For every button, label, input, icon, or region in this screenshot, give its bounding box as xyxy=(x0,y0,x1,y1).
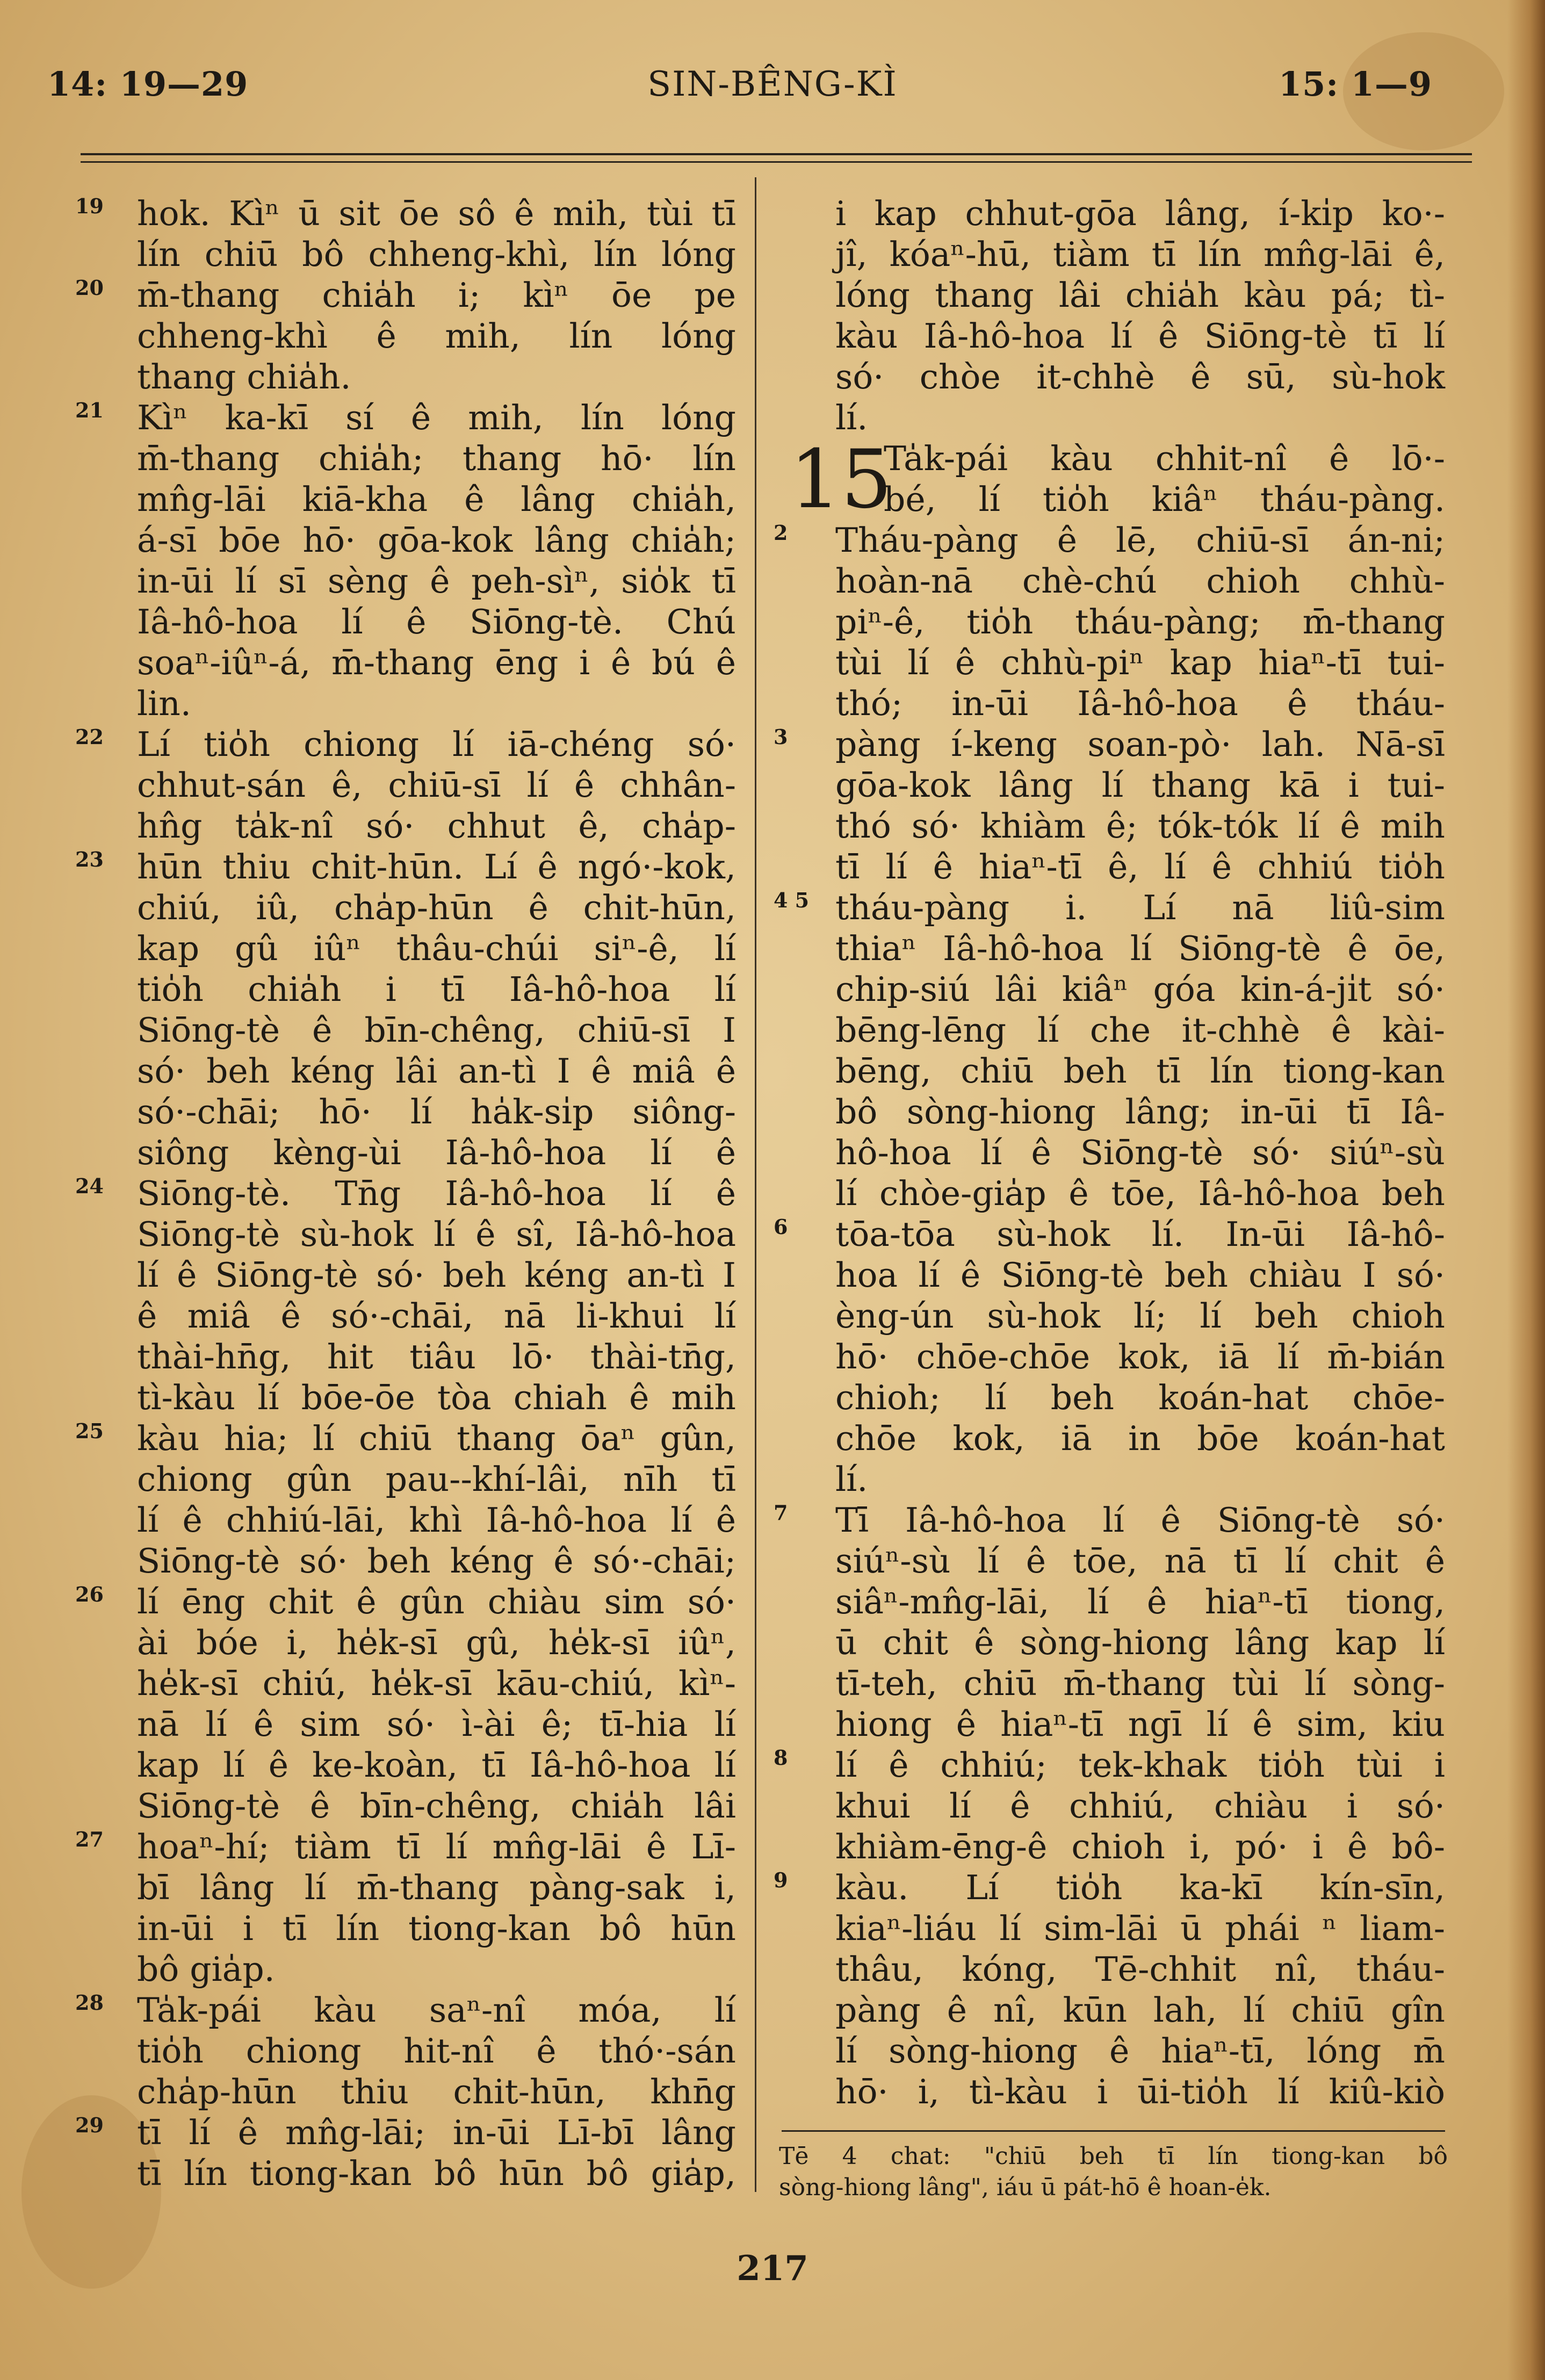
line-text: bī lâng lí m̄-thang pàng-sak i, xyxy=(137,1868,736,1907)
line-text: kap gû iûⁿ thâu-chúi siⁿ-ê, lí xyxy=(137,929,736,968)
text-line xyxy=(774,316,1445,357)
line-text: Ta̍k-pái kàu saⁿ-nî móa, lí xyxy=(137,1990,736,2030)
text-line xyxy=(75,928,736,969)
text-line xyxy=(774,1582,1445,1622)
line-text: kàu hia; lí chiū thang ōaⁿ gûn, xyxy=(137,1419,736,1458)
line-text: Siōng-tè ê bīn-chêng, chia̍h lâi xyxy=(137,1786,736,1826)
line-text: á-sī bōe hō· gōa-kok lâng chia̍h; xyxy=(137,521,736,560)
text-line xyxy=(774,561,1445,602)
text-line xyxy=(75,2112,736,2153)
line-text: chip-siú lâi kiâⁿ góa kin-á-ji̍t só· xyxy=(835,970,1445,1009)
footnote-line: Tē 4 chat: "chiū beh tī lín tiong-kan bô xyxy=(779,2143,1448,2170)
text-line xyxy=(774,398,1445,438)
text-line xyxy=(75,1663,736,1704)
footnote-line: sòng-hiong lâng", iáu ū pát-hō ê hoan-e̍k. xyxy=(779,2174,1272,2201)
text-line xyxy=(774,193,1445,234)
header-book-title: SIN-BÊNG-KÌ xyxy=(647,64,898,104)
text-line xyxy=(75,1214,736,1255)
text-line xyxy=(774,1786,1445,1827)
line-text: ài bóe i, he̍k-sī gû, he̍k-sī iûⁿ, xyxy=(137,1623,736,1662)
text-line xyxy=(774,357,1445,398)
text-line xyxy=(774,1622,1445,1663)
text-line xyxy=(75,2153,736,2194)
line-text: Siōng-tè. Tn̄g Iâ-hô-hoa lí ê xyxy=(137,1174,736,1213)
text-line xyxy=(75,1500,736,1541)
line-text: lí ê chhiú; tek-khak tio̍h tùi i xyxy=(835,1746,1445,1785)
text-line xyxy=(75,765,736,806)
line-text: thó; in-ūi Iâ-hô-hoa ê tháu- xyxy=(835,684,1445,723)
line-text: hok. Kìⁿ ū sit ōe sô ê mih, tùi tī xyxy=(137,194,736,233)
text-line xyxy=(75,2031,736,2072)
verse-number: 8 xyxy=(774,1746,788,1770)
text-line xyxy=(774,2031,1445,2072)
verse-number: 3 xyxy=(774,725,788,749)
column-divider xyxy=(755,177,756,2192)
chapter-opening xyxy=(774,433,1445,527)
line-text: cha̍p-hūn thiu chit-hūn, khn̄g xyxy=(137,2072,736,2111)
line-text: bēng, chiū beh tī lín tiong-kan xyxy=(835,1051,1445,1091)
header-right-reference: 15: 1—9 xyxy=(1278,64,1432,104)
text-line xyxy=(774,1704,1445,1745)
verse-number: 22 xyxy=(75,725,104,749)
right-column xyxy=(774,193,1445,2112)
text-line xyxy=(75,643,736,683)
line-text: Kìⁿ ka-kī sí ê mih, lín lóng xyxy=(137,398,736,437)
text-line xyxy=(774,1500,1445,1541)
text-line xyxy=(774,1214,1445,1255)
text-line xyxy=(75,1786,736,1827)
line-text: m̄-thang chia̍h i; kìⁿ ōe pe xyxy=(137,276,736,315)
line-text: tī-teh, chiū m̄-thang tùi lí sòng- xyxy=(835,1664,1445,1703)
text-line xyxy=(75,888,736,928)
line-text: tùi lí ê chhù-piⁿ kap hiaⁿ-tī tui- xyxy=(835,643,1445,682)
running-header xyxy=(0,64,1545,113)
line-text: tio̍h chia̍h i tī Iâ-hô-hoa lí xyxy=(137,970,736,1009)
text-line xyxy=(75,806,736,847)
right-column-top xyxy=(774,193,1445,438)
text-line xyxy=(774,2072,1445,2112)
text-line xyxy=(75,193,736,234)
line-text: tī lín tiong-kan bô hūn bô gia̍p, xyxy=(137,2154,736,2193)
text-line xyxy=(75,1255,736,1296)
line-text: thài-hn̄g, hit tiâu lō· thài-tn̄g, xyxy=(137,1337,736,1376)
verse-number: 24 xyxy=(75,1174,104,1198)
line-text: lí. xyxy=(835,1460,868,1499)
text-line xyxy=(774,1296,1445,1337)
text-line xyxy=(75,520,736,561)
line-text: hoa lí ê Siōng-tè beh chiàu I só· xyxy=(835,1256,1445,1295)
text-line xyxy=(75,1827,736,1867)
page-edge-shadow xyxy=(1507,0,1545,2380)
line-text: hō· chōe-chōe kok, iā lí m̄-bián xyxy=(835,1337,1445,1376)
line-text: Siōng-tè só· beh kéng ê só·-chāi; xyxy=(137,1541,736,1581)
text-line xyxy=(774,1337,1445,1377)
text-line xyxy=(774,928,1445,969)
line-text: lóng thang lâi chia̍h kàu pá; tì- xyxy=(835,276,1445,315)
footnote xyxy=(779,2141,1448,2203)
text-line xyxy=(774,1663,1445,1704)
line-text: só·-chāi; hō· lí ha̍k-si̍p siông- xyxy=(137,1092,736,1131)
text-line xyxy=(75,683,736,724)
text-line xyxy=(75,1990,736,2031)
chapter-number: 15 xyxy=(790,433,892,527)
verse-number: 2 xyxy=(774,521,788,545)
line-text: bô sòng-hiong lâng; in-ūi tī Iâ- xyxy=(835,1092,1445,1131)
line-text: só· beh kéng lâi an-tì I ê miâ ê xyxy=(137,1051,736,1091)
text-line xyxy=(75,234,736,275)
line-text: kàu. Lí tio̍h ka-kī kín-sīn, xyxy=(835,1868,1445,1907)
line-text: lí ê chhiú-lāi, khì Iâ-hô-hoa lí ê xyxy=(137,1501,736,1540)
text-line xyxy=(774,683,1445,724)
footnote-rule xyxy=(782,2130,1445,2132)
line-text: pàng í-keng soan-pò· lah. Nā-sī xyxy=(835,725,1445,764)
text-line xyxy=(774,234,1445,275)
line-text: m̄-thang chia̍h; thang hō· lín xyxy=(137,439,736,478)
line-text: tì-kàu lí bōe-ōe tòa chiah ê mih xyxy=(137,1378,736,1417)
text-line xyxy=(75,1704,736,1745)
text-line xyxy=(75,1541,736,1582)
verse-number: 27 xyxy=(75,1827,104,1851)
line-text: siúⁿ-sù lí ê tōe, nā tī lí chit ê xyxy=(835,1541,1445,1581)
text-line xyxy=(774,520,1445,561)
verse-number: 7 xyxy=(774,1501,788,1525)
line-text: lin. xyxy=(137,684,191,723)
line-text: chhut-sán ê, chiū-sī lí ê chhân- xyxy=(137,766,736,805)
chapter-first-line: Ta̍k-pái kàu chhit-nî ê lō·- xyxy=(884,439,1445,478)
text-line xyxy=(774,1173,1445,1214)
right-column-body xyxy=(774,520,1445,2112)
line-text: chōe kok, iā in bōe koán-hat xyxy=(835,1419,1445,1458)
line-text: Tháu-pàng ê lē, chiū-sī án-ni; xyxy=(835,521,1445,560)
text-line xyxy=(75,1173,736,1214)
line-text: hūn thiu chit-hūn. Lí ê ngó·-kok, xyxy=(137,847,736,886)
line-text: hn̂g ta̍k-nî só· chhut ê, cha̍p- xyxy=(137,806,736,846)
line-text: soaⁿ-iûⁿ-á, m̄-thang ēng i ê bú ê xyxy=(137,643,736,682)
line-text: lí ēng chit ê gûn chiàu sim só· xyxy=(137,1582,736,1621)
text-line xyxy=(774,1827,1445,1867)
line-text: chheng-khì ê mih, lín lóng xyxy=(137,316,736,356)
text-line xyxy=(774,724,1445,765)
line-text: ū chit ê sòng-hiong lâng kap lí xyxy=(835,1623,1445,1662)
verse-number: 23 xyxy=(75,847,104,871)
line-text: kiaⁿ-liáu lí sim-lāi ū phái ⁿ liam- xyxy=(835,1909,1445,1948)
text-line xyxy=(75,479,736,520)
text-line xyxy=(774,1133,1445,1173)
text-line xyxy=(774,1418,1445,1459)
text-line xyxy=(75,561,736,602)
line-text: siông kèng-ùi Iâ-hô-hoa lí ê xyxy=(137,1133,736,1172)
text-line xyxy=(75,1296,736,1337)
line-text: Lí tio̍h chiong lí iā-chéng só· xyxy=(137,725,736,764)
verse-number: 28 xyxy=(75,1990,104,2015)
line-text: Siōng-tè ê bīn-chêng, chiū-sī I xyxy=(137,1011,736,1050)
line-text: ê miâ ê só·-chāi, nā li-khui lí xyxy=(137,1296,736,1336)
header-left-reference: 14: 19—29 xyxy=(47,64,249,104)
verse-number: 4 5 xyxy=(774,888,810,912)
verse-number: 25 xyxy=(75,1419,104,1443)
verse-number: 19 xyxy=(75,194,104,218)
text-line xyxy=(774,969,1445,1010)
text-line xyxy=(75,2072,736,2112)
line-text: pàng ê nî, kūn lah, lí chiū gîn xyxy=(835,1990,1445,2030)
text-line xyxy=(75,1582,736,1622)
text-line xyxy=(75,398,736,438)
line-text: tio̍h chiong hit-nî ê thó·-sán xyxy=(137,2031,736,2071)
line-text: mn̂g-lāi kiā-kha ê lâng chia̍h, xyxy=(137,480,736,519)
line-text: tī lí ê mn̂g-lāi; in-ūi Lī-bī lâng xyxy=(137,2113,736,2152)
line-text: jî, kóaⁿ-hū, tiàm tī lín mn̂g-lāi ê, xyxy=(835,235,1445,274)
line-text: Tī Iâ-hô-hoa lí ê Siōng-tè só· xyxy=(835,1501,1445,1540)
header-rule xyxy=(81,153,1472,155)
text-line xyxy=(75,1051,736,1092)
text-line xyxy=(75,1745,736,1786)
text-line xyxy=(774,1867,1445,1908)
line-text: tī lí ê hiaⁿ-tī ê, lí ê chhiú tio̍h xyxy=(835,847,1445,886)
text-line xyxy=(75,1949,736,1990)
line-text: piⁿ-ê, tio̍h tháu-pàng; m̄-thang xyxy=(835,602,1445,641)
line-text: só· chòe it-chhè ê sū, sù-hok xyxy=(835,357,1445,396)
line-text: bô gia̍p. xyxy=(137,1950,275,1989)
line-text: hoàn-nā chè-chú chioh chhù- xyxy=(835,561,1445,601)
line-text: lí sòng-hiong ê hiaⁿ-tī, lóng m̄ xyxy=(835,2031,1445,2071)
verse-number: 21 xyxy=(75,398,104,422)
text-line xyxy=(774,1745,1445,1786)
line-text: hoaⁿ-hí; tiàm tī lí mn̂g-lāi ê Lī- xyxy=(137,1827,736,1866)
text-line xyxy=(75,1908,736,1949)
text-line xyxy=(75,357,736,398)
line-text: tōa-tōa sù-hok lí. In-ūi Iâ-hô- xyxy=(835,1215,1445,1254)
text-line xyxy=(774,1255,1445,1296)
line-text: in-ūi i tī lín tiong-kan bô hūn xyxy=(137,1909,736,1948)
text-line xyxy=(75,1622,736,1663)
text-line xyxy=(774,1092,1445,1133)
text-line xyxy=(774,806,1445,847)
line-text: kàu Iâ-hô-hoa lí ê Siōng-tè tī lí xyxy=(835,316,1445,356)
line-text: hiong ê hiaⁿ-tī ngī lí ê sim, kiu xyxy=(835,1705,1445,1744)
line-text: Siōng-tè sù-hok lí ê sî, Iâ-hô-hoa xyxy=(137,1215,736,1254)
line-text: i kap chhut-gōa lâng, í-ki̍p ko·- xyxy=(835,194,1445,233)
text-line xyxy=(774,1459,1445,1500)
text-line xyxy=(75,316,736,357)
line-text: lí. xyxy=(835,398,868,437)
header-rule xyxy=(81,161,1472,163)
text-line xyxy=(774,1541,1445,1582)
page-number: 217 xyxy=(737,2248,808,2289)
text-line xyxy=(774,888,1445,928)
verse-number: 6 xyxy=(774,1215,788,1239)
verse-number: 9 xyxy=(774,1868,788,1892)
line-text: gōa-kok lâng lí thang kā i tui- xyxy=(835,766,1445,805)
text-line xyxy=(774,1949,1445,1990)
line-text: siâⁿ-mn̂g-lāi, lí ê hiaⁿ-tī tiong, xyxy=(835,1582,1445,1621)
line-text: hô-hoa lí ê Siōng-tè só· siúⁿ-sù xyxy=(835,1133,1445,1172)
line-text: èng-ún sù-hok lí; lí beh chioh xyxy=(835,1296,1445,1336)
line-text: chiong gûn pau--khí-lâi, nīh tī xyxy=(137,1460,736,1499)
line-text: thâu, kóng, Tē-chhit nî, tháu- xyxy=(835,1950,1445,1989)
line-text: in-ūi lí sī sèng ê peh-sìⁿ, sio̍k tī xyxy=(137,561,736,601)
text-line xyxy=(75,602,736,643)
line-text: thang chia̍h. xyxy=(137,357,351,396)
line-text: khui lí ê chhiú, chiàu i só· xyxy=(835,1786,1445,1826)
line-text: hō· i, tì-kàu i ūi-tio̍h lí kiû-kiò xyxy=(835,2072,1445,2111)
text-line xyxy=(75,1459,736,1500)
line-text: lí chòe-gia̍p ê tōe, Iâ-hô-hoa beh xyxy=(835,1174,1445,1213)
line-text: tháu-pàng i. Lí nā liû-sim xyxy=(835,888,1445,927)
text-line xyxy=(75,275,736,316)
text-line xyxy=(75,1092,736,1133)
text-line xyxy=(774,602,1445,643)
text-line xyxy=(75,969,736,1010)
text-line xyxy=(75,1418,736,1459)
line-text: lí ê Siōng-tè só· beh kéng an-tì I xyxy=(137,1256,736,1295)
line-text: khiàm-ēng-ê chioh i, pó· i ê bô- xyxy=(835,1827,1445,1866)
chapter-second-line: bé, lí tio̍h kiâⁿ tháu-pàng. xyxy=(884,480,1445,519)
verse-number: 26 xyxy=(75,1582,104,1606)
text-line xyxy=(75,847,736,888)
line-text: chiú, iû, cha̍p-hūn ê chit-hūn, xyxy=(137,888,736,927)
text-line xyxy=(75,1337,736,1377)
line-text: thó só· khiàm ê; tók-tók lí ê mih xyxy=(835,806,1445,846)
text-line xyxy=(774,765,1445,806)
verse-number: 29 xyxy=(75,2113,104,2137)
line-text: Iâ-hô-hoa lí ê Siōng-tè. Chú xyxy=(137,602,736,641)
line-text: lín chiū bô chheng-khì, lín lóng xyxy=(137,235,736,274)
text-line xyxy=(75,724,736,765)
text-line xyxy=(774,1908,1445,1949)
text-line xyxy=(774,1051,1445,1092)
text-line xyxy=(75,438,736,479)
text-line xyxy=(75,1010,736,1051)
text-line xyxy=(75,1377,736,1418)
line-text: nā lí ê sim só· ì-ài ê; tī-hia lí xyxy=(137,1705,736,1744)
text-line xyxy=(75,1867,736,1908)
text-line xyxy=(774,1377,1445,1418)
line-text: bēng-lēng lí che it-chhè ê kài- xyxy=(835,1011,1445,1050)
verse-number: 20 xyxy=(75,276,104,300)
text-line xyxy=(774,643,1445,683)
line-text: he̍k-sī chiú, he̍k-sī kāu-chiú, kìⁿ- xyxy=(137,1664,736,1703)
line-text: thiaⁿ Iâ-hô-hoa lí Siōng-tè ê ōe, xyxy=(835,929,1445,968)
text-line xyxy=(774,275,1445,316)
line-text: chioh; lí beh koán-hat chōe- xyxy=(835,1378,1445,1417)
text-line xyxy=(774,1010,1445,1051)
text-line xyxy=(75,1133,736,1173)
text-line xyxy=(774,847,1445,888)
text-line xyxy=(774,1990,1445,2031)
line-text: kap lí ê ke-koàn, tī Iâ-hô-hoa lí xyxy=(137,1746,736,1785)
left-column xyxy=(75,193,736,2194)
